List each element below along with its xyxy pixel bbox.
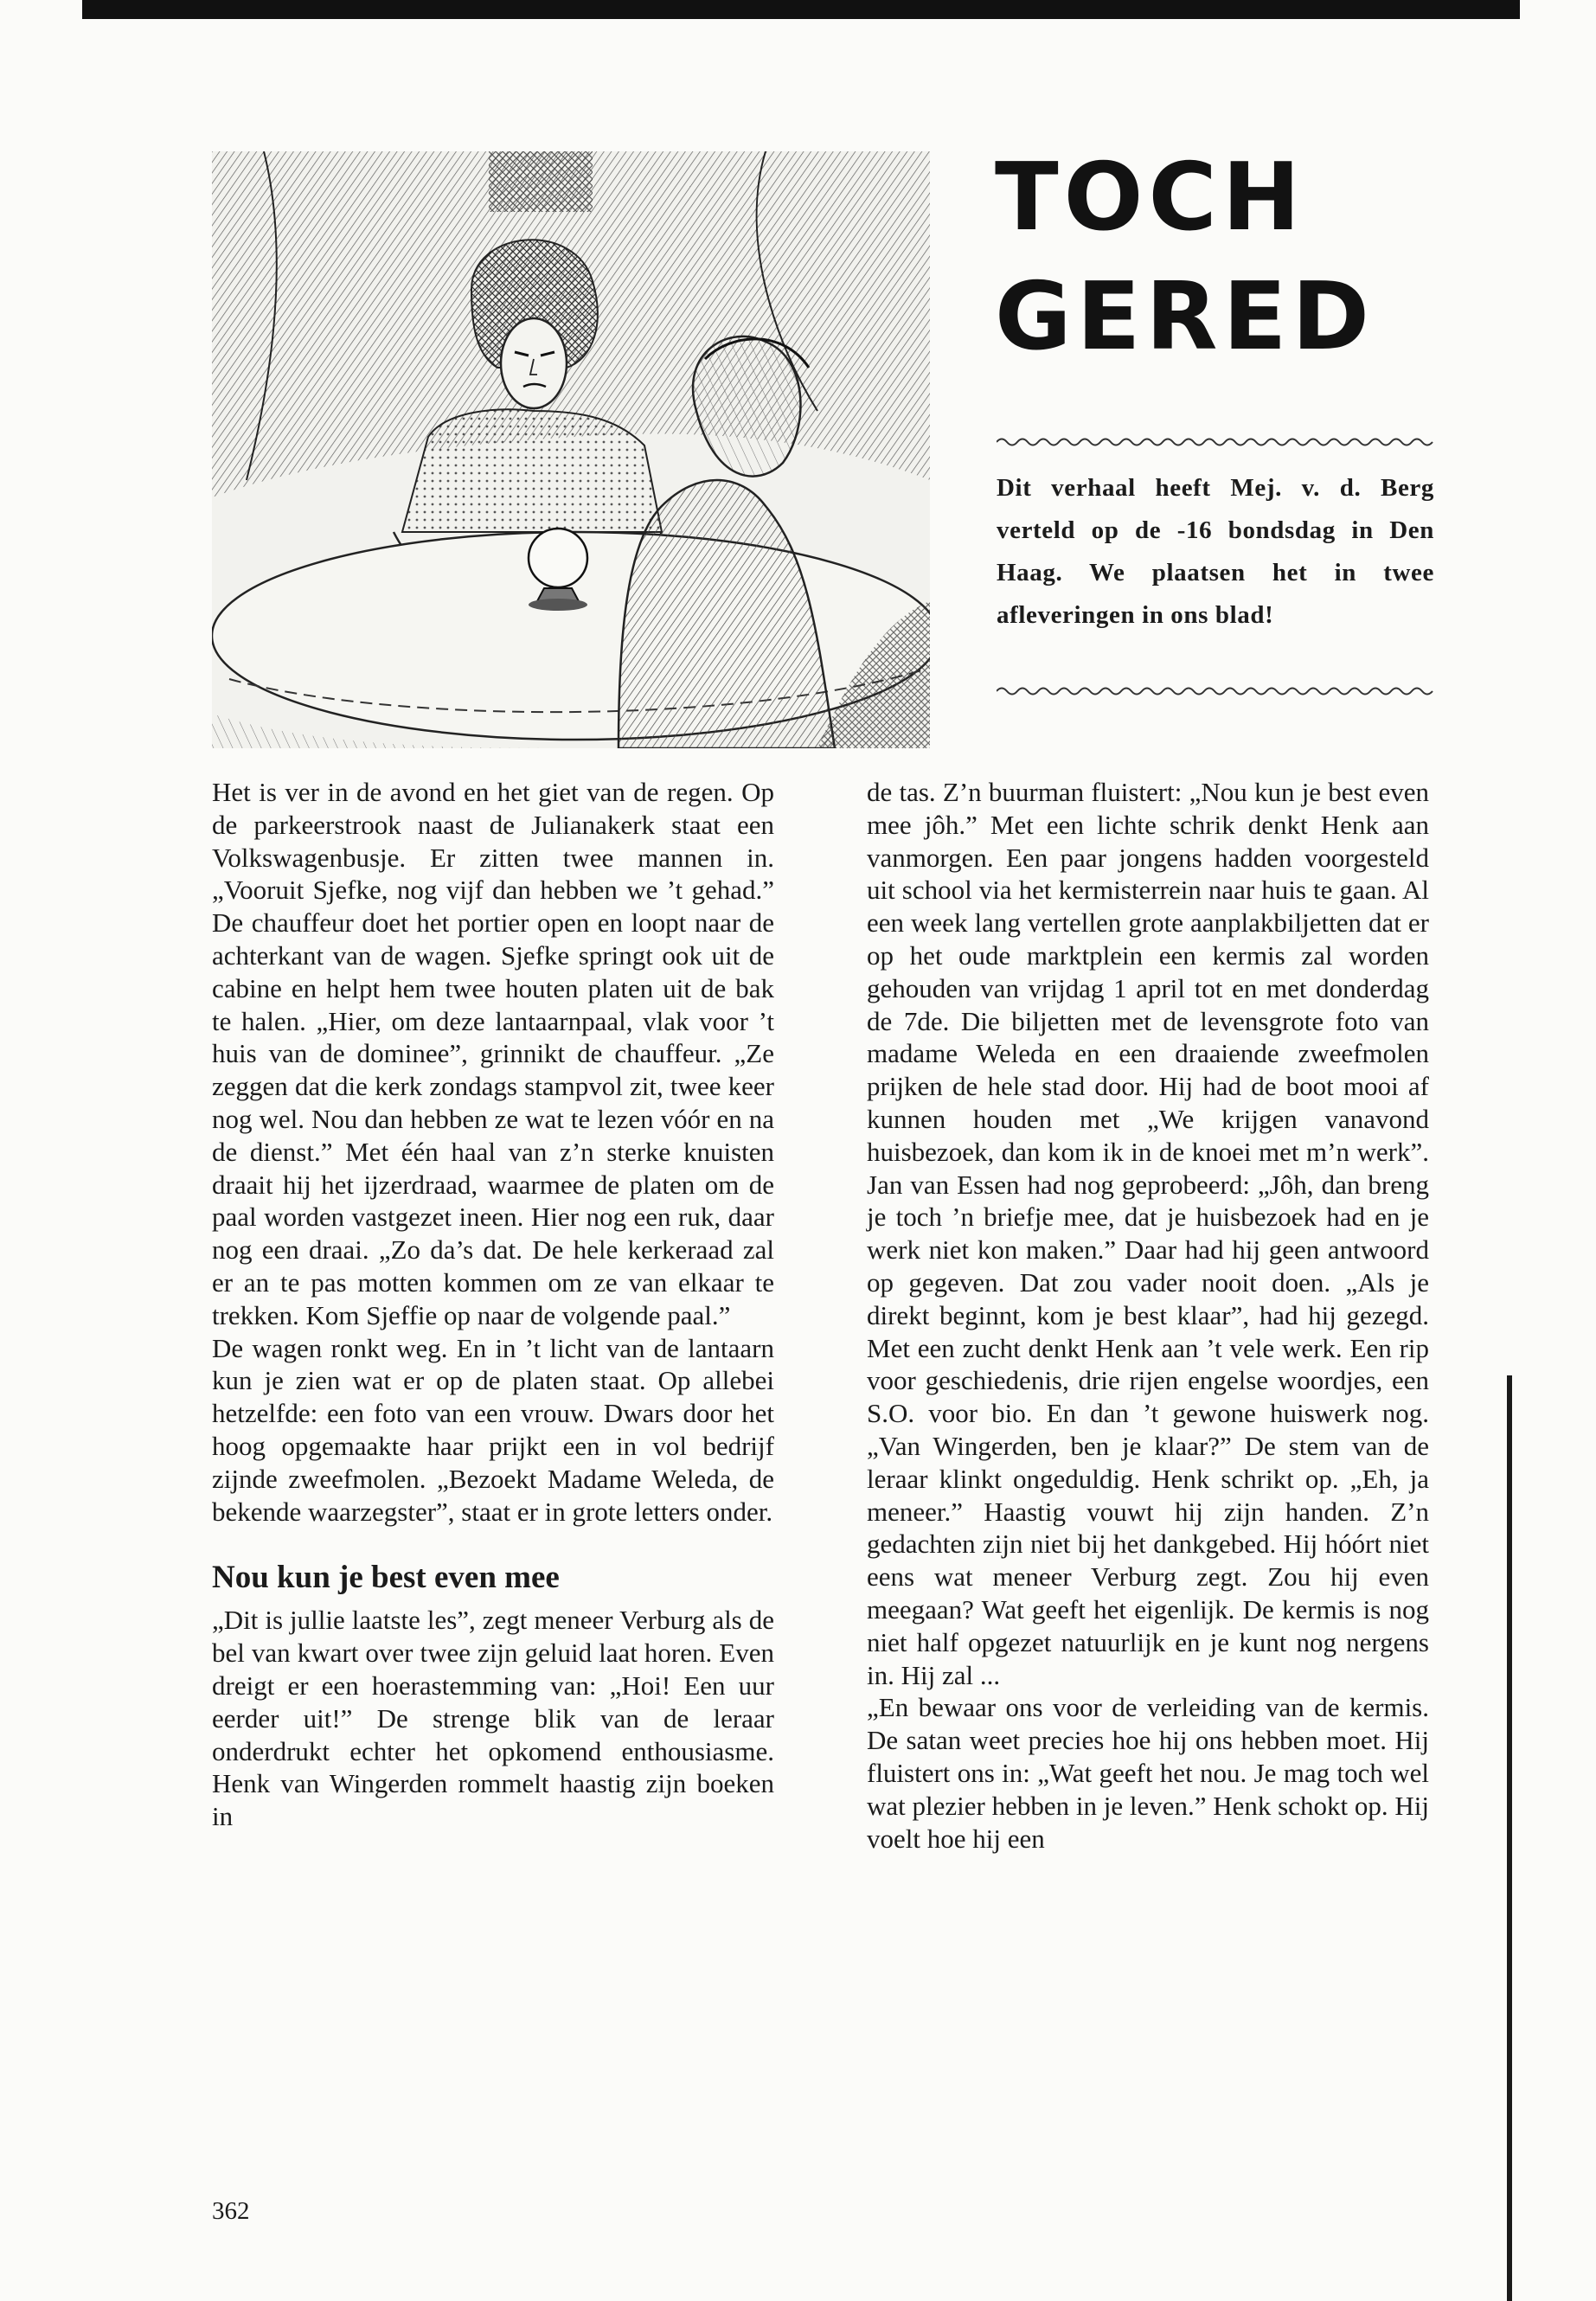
body-paragraph: de tas. Z’n buurman fluistert: „Nou kun je best even mee jôh.” Met een lichte schrik denkt Henk aan vanmorgen. Een paar jongens hadden voorgesteld uit school via het kermisterrein naar huis te gaan. Al een week lang vertellen grote aanplakbiljetten dat er op het oude marktplein een kermis zal worden gehouden van vrijdag 1 april tot en met donderdag de 7de. Die biljetten met de levensgrote foto van madame Weleda en een draaiende zweefmolen prijken de hele stad door. Hij had de boot mooi af kunnen houden met „We krijgen vanavond huisbezoek, dan kom ik in de knoei met m’n werk”. Jan van Essen had nog geprobeerd: „Jôh, dan breng je toch ’n briefje mee, dat je huisbezoek had en je werk niet kon maken.” Daar had hij geen antwoord op gegeven. Dat zou vader nooit doen. „Als je direkt beginnt, kom je best klaar”, had hij gezegd. Met een zucht denkt Henk aan ’t vele werk. Een rip voor geschiedenis, drie rijen engelse woordjes, een S.O. voor bio. En dan ’t gewone huiswerk nog. „Van Wingerden, ben je klaar?” De stem van de leraar klinkt ongeduldig. Henk schrikt op. „Eh, ja meneer.” Haastig vouwt hij zijn handen. Z’n gedachten zijn niet bij het dankgebed. Hij hóórt niet eens wat meneer Verburg zegt. Zou hij even meegaan? Wat geeft het eigenlijk. De kermis is nog niet half opgezet natuurlijk en je kunt nog nergens in. Hij zal ... (867, 777, 1429, 1690)
body-paragraph: „Dit is jullie laatste les”, zegt meneer Verburg als de bel van kwart over twee zijn geluid laat horen. Even dreigt er een hoerastemming van: „Hoi! Een uur eerder uit!” De strenge blik van de leraar onderdrukt echter het opkomend enthousiasme. Henk van Wingerden rommelt haastig zijn boeken in (212, 1605, 774, 1832)
fortune-teller-illustration (212, 151, 930, 748)
right-margin-rule (1507, 1375, 1512, 2301)
decorative-wave-rule-bottom (997, 683, 1438, 699)
section-subheading: Nou kun je best even mee (212, 1560, 560, 1596)
article-intro: Dit verhaal heeft Mej. v. d. Berg verteld op de -16 bondsdag in Den Haag. We plaatsen het in twee afleveringen in ons blad! (997, 474, 1434, 629)
body-paragraph: „En bewaar ons voor de verleiding van de kermis. De satan weet precies hoe hij ons hebben moet. Hij fluistert ons in: „Wat geeft het nou. Je mag toch wel wat plezier hebben in je leven.” Henk schokt op. Hij voelt hoe hij een (867, 1692, 1429, 1854)
title-line-2: GERED (995, 263, 1375, 371)
right-text-column (867, 776, 1429, 1855)
decorative-wave-rule-top (997, 434, 1438, 450)
top-border-rule (82, 0, 1520, 19)
body-paragraph: De wagen ronkt weg. En in ’t licht van de lantaarn kun je zien wat er op de platen staat. Op allebei hetzelfde: een foto van een vrouw. Dwars door het hoog opgemaakte haar prijkt een in vol bedrijf zijnde zweefmolen. „Bezoekt Madame Weleda, de bekende waarzegster”, staat er in grote letters onder. (212, 1332, 774, 1527)
body-paragraph: Het is ver in de avond en het giet van de regen. Op de parkeerstrook naast de Julianakerk staat een Volkswagenbusje. Er zitten twee mannen in. „Vooruit Sjefke, nog vijf dan hebben we ’t gehad.” De chauffeur doet het portier open en loopt naar de achterkant van de wagen. Sjefke springt ook uit de cabine en helpt hem twee houten platen uit de bak te halen. „Hier, om deze lantaarnpaal, vlak voor ’t huis van de dominee”, grinnikt de chauffeur. „Ze zeggen dat die kerk zondags stampvol zit, twee keer nog wel. Nou dan hebben ze wat te lezen vóór en na de dienst.” Met één haal van z’n sterke knuisten draait hij het ijzerdraad, waarmee de platen om de paal worden vastgezet ineen. Hier nog een ruk, daar nog een draai. „Zo da’s dat. De hele kerkeraad zal er an te pas motten kommen om ze van elkaar te trekken. Kom Sjeffie op naar de volgende paal.” (212, 777, 774, 1330)
page-number: 362 (212, 2197, 250, 2225)
left-text-column (212, 776, 774, 1833)
article-title (995, 138, 1479, 377)
title-line-1: TOCH (995, 144, 1306, 252)
